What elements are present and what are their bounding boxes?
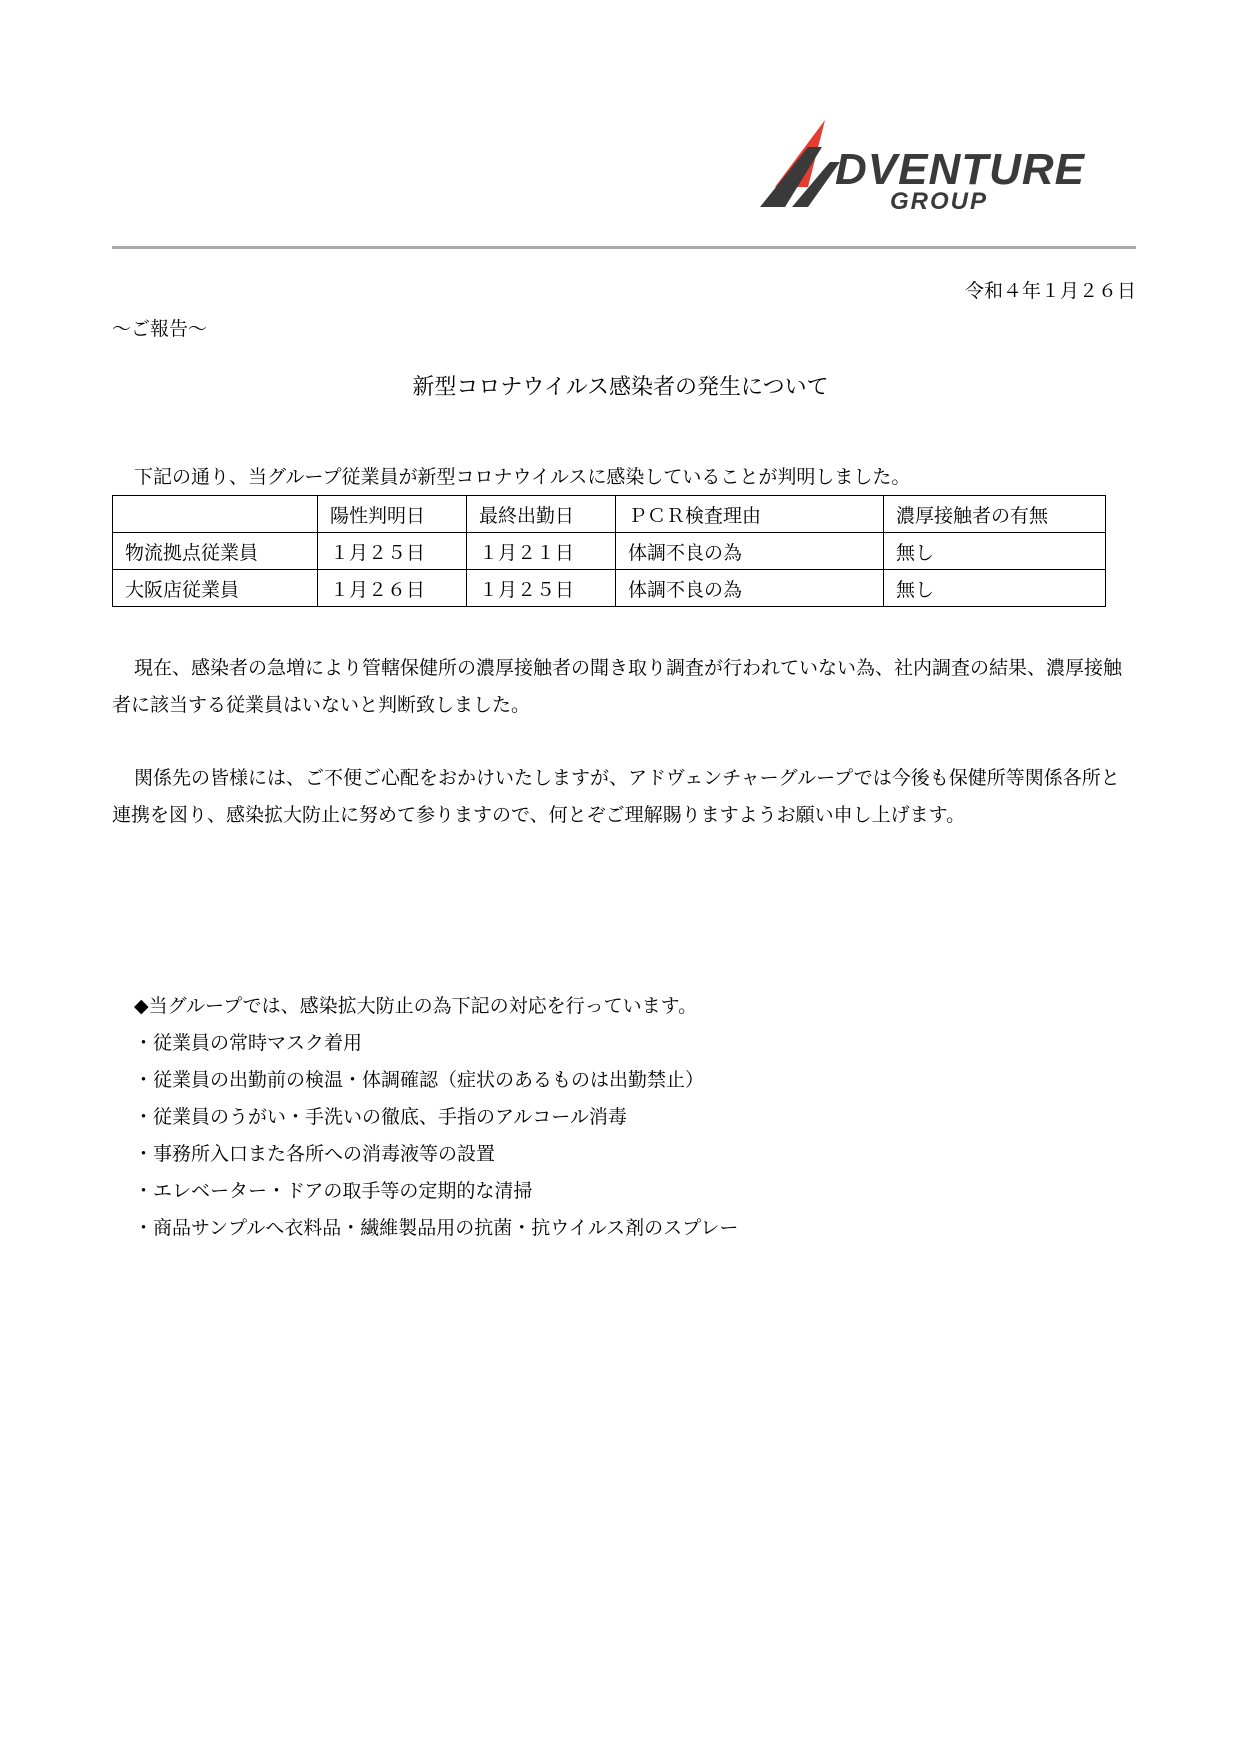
table-cell: 物流拠点従業員: [113, 533, 318, 570]
document-title: 新型コロナウイルス感染者の発生について: [412, 375, 829, 400]
list-item: ・エレベーター・ドアの取手等の定期的な清掃: [134, 1180, 533, 1202]
intro-sentence: 下記の通り、当グループ従業員が新型コロナウイルスに感染していることが判明しました。: [134, 466, 911, 488]
header-divider: [112, 246, 1136, 249]
table-row: [113, 533, 1106, 570]
document-date: 令和４年１月２６日: [964, 280, 1136, 302]
table-cell: 大阪店従業員: [113, 570, 318, 607]
list-item: ・商品サンプルへ衣料品・繊維製品用の抗菌・抗ウイルス剤のスプレー: [134, 1217, 739, 1239]
measures-intro: ◆当グループでは、感染拡大防止の為下記の対応を行っています。: [134, 995, 698, 1017]
table-cell: １月２６日: [318, 570, 467, 607]
table-cell: 体調不良の為: [616, 570, 884, 607]
infection-cases-table: [112, 495, 1106, 607]
prevention-measures: [134, 988, 738, 1247]
list-item: ・従業員の出勤前の検温・体調確認（症状のあるものは出勤禁止）: [134, 1069, 705, 1091]
list-item: ・従業員のうがい・手洗いの徹底、手指のアルコール消毒: [134, 1106, 627, 1128]
table-cell: １月２５日: [467, 570, 616, 607]
list-item: ・事務所入口また各所への消毒液等の設置: [134, 1143, 496, 1165]
apology-paragraph: 関係先の皆様には、ご不便ご心配をおかけいたしますが、アドヴェンチャーグループでは今後も保健所等関係各所と連携を図り、感染拡大防止に努めて参りますので、何とぞご理解賜りますようお願い申し上げます。: [112, 767, 1120, 826]
company-logo: [730, 112, 1140, 212]
table-header-cell: [113, 496, 318, 533]
table-cell: 無し: [884, 533, 1106, 570]
table-cell: １月２５日: [318, 533, 467, 570]
table-header-cell: ＰＣＲ検査理由: [616, 496, 884, 533]
table-header-cell: 濃厚接触者の有無: [884, 496, 1106, 533]
table-cell: 体調不良の為: [616, 533, 884, 570]
table-row: [113, 570, 1106, 607]
table-cell: １月２１日: [467, 533, 616, 570]
table-cell: 無し: [884, 570, 1106, 607]
table-header-cell: 最終出勤日: [467, 496, 616, 533]
logo-word-sub: GROUP: [890, 188, 989, 212]
table-header-cell: 陽性判明日: [318, 496, 467, 533]
list-item: ・従業員の常時マスク着用: [134, 1032, 363, 1054]
report-heading: ～ご報告～: [112, 318, 208, 340]
adventure-logo-graphic: [730, 112, 1140, 212]
table-header-row: [113, 496, 1106, 533]
logo-word-main: DVENTURE: [835, 145, 1086, 194]
investigation-paragraph: 現在、感染者の急増により管轄保健所の濃厚接触者の聞き取り調査が行われていない為、社内調査の結果、濃厚接触者に該当する従業員はいないと判断致しました。: [112, 657, 1123, 716]
